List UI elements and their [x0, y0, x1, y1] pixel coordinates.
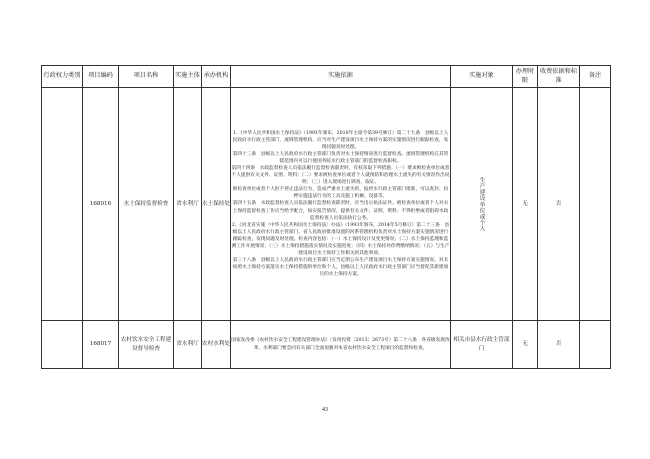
header-agency: 承办机构: [202, 66, 231, 88]
header-note: 备注: [580, 66, 611, 88]
code-cell: 168016: [83, 88, 119, 321]
header-target: 实施对象: [451, 66, 513, 88]
note-cell: [580, 88, 611, 321]
subject-cell: 省水利厅: [174, 321, 202, 369]
header-time-limit: 办理时限: [513, 66, 538, 88]
target-cell: 相关市县水行政主管部门: [451, 321, 513, 369]
time-limit-cell: 无: [513, 321, 538, 369]
category-cell: [42, 88, 83, 321]
header-basis: 实施依据: [231, 66, 451, 88]
basis-paragraph: 被检查单位或者个人拒不停止违法行为，造成严重水土流失的，报经水行政主管部门批准，可以查封、扣押实施违法行为的工具及施工机械、设备等。: [232, 187, 449, 200]
table-row: [42, 321, 611, 369]
power-list-table: [41, 65, 611, 369]
agency-cell: 农村水利处: [202, 321, 231, 369]
code-cell: 168017: [83, 321, 119, 369]
time-limit-cell: 无: [513, 88, 538, 321]
fee-cell: 否: [538, 88, 580, 321]
agency-cell: 水土保持处: [202, 88, 231, 321]
header-subject: 实施主体: [174, 66, 202, 88]
subject-cell: 省水利厅: [174, 88, 202, 321]
header-name: 项目名称: [119, 66, 174, 88]
target-cell: 生产建设单位或个人: [451, 88, 513, 321]
basis-paragraph: 2、《河北省实施〈中华人民共和国水土保持法〉办法》（1993年颁布，2014年5月修订）第二十三条 县级以上人民政府水行政主管部门、省人民政府批准设置的河系管理机构负责对水土保持方案实施情况进行跟踪检查，发现问题及时处理。检查内容包括：（一）水土保持设计及变更情况；（二）水土保持监理和监测工作开展情况；（三）水土保持措施落实情况及实施进度；（四）水土保持补偿费缴纳情况；（五）与生产建设项目水土保持工作相关的其他事项。: [231, 222, 450, 256]
header-row: [42, 66, 611, 88]
header-category: 行政权力类别: [42, 66, 83, 88]
basis-paragraph: 第三十八条 县级以上人民政府水行政主管部门应当定期公布生产建设项目水土保持方案实施情况。对未按照水土保持方案落实水土保持措施的单位和个人，县级以上人民政府水行政主管部门应当督促其新建项目的水土保持方案。: [232, 257, 449, 277]
table-row: [42, 88, 611, 321]
basis-paragraph: 第四十四条 水政监督检查人员依法履行监督检查职责时，有权采取下列措施：（一）要求被检查单位或者个人提供有关文件、证照、资料；（二）要求被检查单位或者个人就预防和治理水土流失的有关情况作出说明；（三）进入现场进行调查、取证。: [231, 166, 450, 186]
basis-paragraph: 1、《中华人民共和国水土保持法》（1991年颁布，2010年主席令第39号修订）第二十九条 县级以上人民政府水行政主管部门、流域管理机构，应当对生产建设项目水土保持方案的实施情况进行跟踪检查，发现问题及时处理。: [232, 131, 449, 151]
basis-paragraph: 第四十三条 县级以上人民政府水行政主管部门负责对水土保持情况进行监督检查。流域管理机构在其管辖范围内可以行使国务院水行政主管部门的监督检查职权。: [232, 152, 449, 165]
page-number: 43: [322, 407, 328, 413]
basis-cell: [231, 321, 451, 369]
name-cell: 农村饮水安全工程建设督导检查: [119, 321, 174, 369]
basis-cell: [231, 88, 451, 321]
name-cell: 水土保持监督检查: [119, 88, 174, 321]
note-cell: [580, 321, 611, 369]
category-cell: [42, 321, 83, 369]
basis-paragraph: 国家发改委《农村饮水安全工程建设管理办法》（发改投资〔2013〕2673号）第二十八条 各省级发展改革、水利部门要会同有关部门全面加强对本省农村饮水安全工程项目的监督和检查。: [231, 338, 450, 351]
fee-cell: 否: [538, 321, 580, 369]
basis-paragraph: 第四十五条 水政监督检查人员依法履行监督检查职责时，应当出示执法证件。被检查单位或者个人对水土保持监督检查工作应当给予配合，如实报告情况，提供有关文件、证照、资料；不得拒绝或者阻碍水政监督检查人员依法执行公务。: [232, 201, 449, 221]
header-fee: 收费依据和标准: [538, 66, 580, 88]
header-code: 项目编码: [83, 66, 119, 88]
